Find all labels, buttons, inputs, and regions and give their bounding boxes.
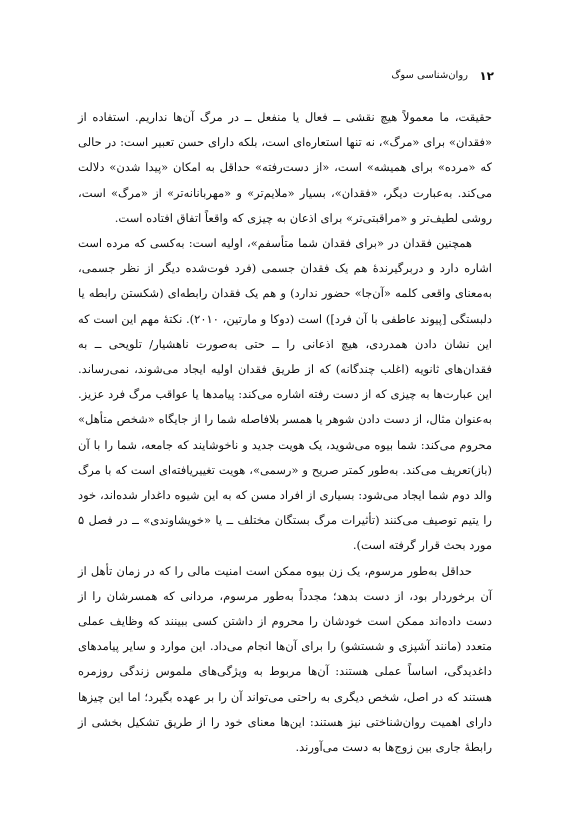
- page-number: ۱۲: [479, 69, 494, 83]
- body-text: [78, 105, 492, 760]
- paragraph-3: حداقل به‌طور مرسوم، یک زن بیوه ممکن است امنیت مالی را که در زمان تأهل از آن برخوردار بود، از دست بدهد؛ مجدداً به‌طور مرسوم، مردانی که همسرشان را از دست داده‌اند ممکن است خودشان را محروم از داشتن کسی ببینند که وظایف عملی متعدد (مانند آشپزی و شستشو) را برای آن‌ها انجام می‌داد. این موارد و سایر پیامدهای داغدیدگی، اساساً عملی هستند: آن‌ها مربوط به ویژگی‌های ملموس زندگی روزمره هستند که در اصل، شخص دیگری به راحتی می‌تواند آن را بر عهده بگیرد؛ اما این چیزها دارای اهمیت روان‌شناختی نیز هستند: این‌ها معنای خود را از طریق تشکیل بخشی از رابطۀ جاری بین زوج‌ها به دست می‌آورند.: [78, 563, 492, 755]
- running-title: روان‌شناسی سوگ: [391, 70, 468, 81]
- running-header: [344, 66, 494, 86]
- paragraph-1: حقیقت، ما معمولاً هیچ نقشی ــ فعال یا منفعل ــ در مرگ آن‌ها نداریم. استفاده از «فقدان» برای «مرگ»، نه تنها استعاره‌ای است، بلکه دارای حسن تعبیر است: در حالی که «مرده» برای همیشه» است، «از دست‌رفته» حداقل به امکان «پیدا شدن» دلالت می‌کند. به‌عبارت دیگر، «فقدان»، بسیار «ملایم‌تر» و «مهربانانه‌تر» از «مرگ» است، روشی لطیف‌تر و «مراقبتی‌تر» برای اذعان به چیزی که واقعاً اتفاق افتاده است.: [78, 110, 492, 225]
- paragraph-2: همچنین فقدان در «برای فقدان شما متأسفم»، اولیه است: به‌کسی که مرده است اشاره دارد و دربرگیرندۀ هم یک فقدان جسمی (فرد فوت‌شده دیگر از نظر جسمی، به‌معنای واقعی کلمه «آن‌جا» حضور ندارد) و هم یک فقدان رابطه‌ای (شکستن رابطه یا دلبستگی [پیوند عاطفی با آن فرد]) است (دوکا و مارتین، ۲۰۱۰). نکتۀ مهم این است که این نشان دادن همدردی، هیچ اذعانی را ــ حتی به‌صورت ناهشیار/ تلویحی ــ به فقدان‌های ثانویه (اغلب چندگانه) که از طریق فقدان اولیه ایجاد می‌شوند، نمی‌رساند. این عبارت‌ها به چیزی که از دست رفته اشاره می‌کند: پیامدها یا عواقب مرگ فرد عزیز. به‌عنوان مثال، از دست دادن شوهر یا همسر بلافاصله شما را از جایگاه «شخص متأهل» محروم می‌کند: شما بیوه می‌شوید، یک هویت جدید و ناخوشایند که جامعه، شما را با آن (باز)تعریف می‌کند. به‌طور کمتر صریح و «رسمی»، هویت تغییریافته‌ای است که با مرگ والد دوم شما ایجاد می‌شود: بسیاری از افراد مسن که به این شیوه داغدار شده‌اند، خود را یتیم توصیف می‌کنند (تأثیرات مرگ بستگان مختلف ــ یا «خویشاوندی» ــ در فصل ۵ مورد بحث قرار گرفته است).: [78, 236, 492, 553]
